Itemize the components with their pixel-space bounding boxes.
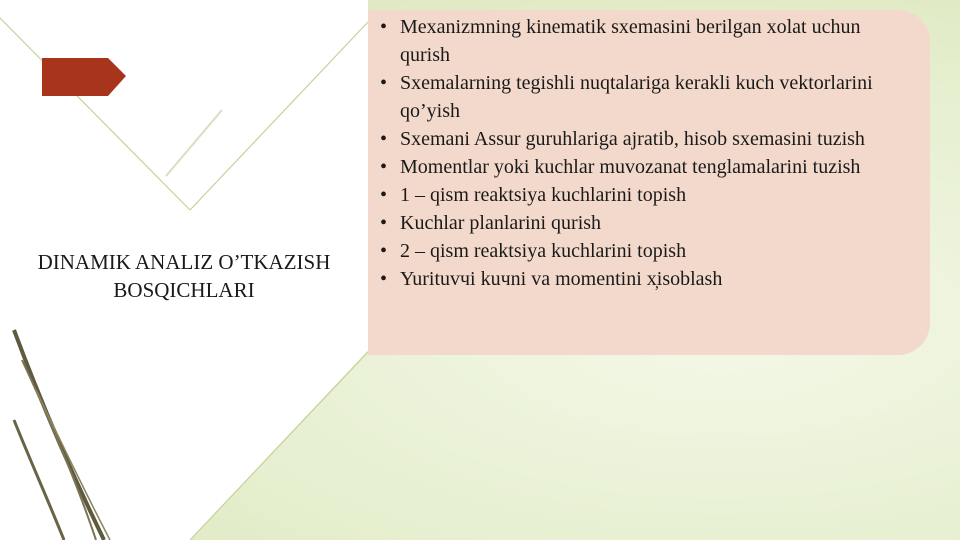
bullet-dot: • (380, 212, 388, 234)
bullet-item (380, 181, 912, 209)
bullet-dot: • (380, 156, 388, 178)
slide-title-line: BOSQICHLARI (113, 278, 255, 302)
bullet-text: Mexanizmning kinematik sxemasini berilgan xolat uchun qurish (400, 16, 861, 66)
bullet-text: Kuchlar planlarini qurish (400, 212, 602, 234)
bullet-item (380, 13, 912, 69)
bullet-dot: • (380, 16, 388, 38)
bullet-text: Sxemalarning tegishli nuqtalariga kerakli kuch vektorlarini qo’yish (400, 72, 873, 122)
bullet-dot: • (380, 268, 388, 290)
bullet-dot: • (380, 240, 388, 262)
content-box (368, 10, 930, 355)
bullet-dot: • (380, 184, 388, 206)
bullet-item (380, 209, 912, 237)
bullet-item (380, 69, 912, 125)
bullet-dot: • (380, 72, 388, 94)
bullet-item (380, 125, 912, 153)
bullet-text: Sxemani Assur guruhlariga ajratib, hisob sxemasini tuzish (400, 128, 865, 150)
bullet-item (380, 237, 912, 265)
bullet-text: Momentlar yoki kuchlar muvozanat tenglamalarini tuzish (400, 156, 861, 178)
bullet-text: 2 – qism reaktsiya kuchlarini topish (400, 240, 687, 262)
slide-title-line: DINAMIK ANALIZ O’TKAZISH (37, 250, 331, 274)
bullet-list (380, 13, 912, 293)
bullet-dot: • (380, 128, 388, 150)
slide-title (0, 248, 368, 304)
bullet-text: 1 – qism reaktsiya kuchlarini topish (400, 184, 687, 206)
bullet-text: Yurituvчi kuчni va momentini х̦isoblash (400, 268, 723, 290)
bullet-item (380, 153, 912, 181)
bullet-item (380, 265, 912, 293)
